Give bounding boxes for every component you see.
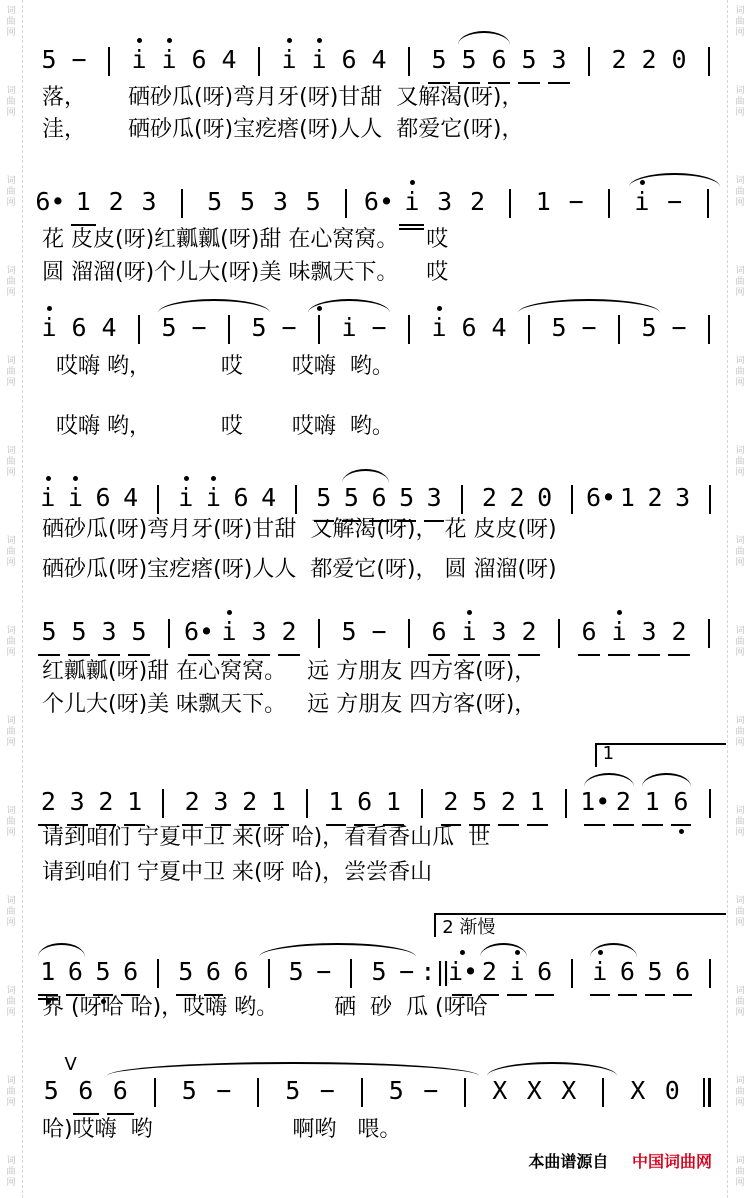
underline-eighth: [68, 654, 90, 656]
note: 2: [443, 787, 459, 816]
note: 5: [41, 45, 57, 74]
watermark-text: 词曲网: [735, 86, 745, 118]
dash-extension: −: [71, 45, 87, 74]
high-octave-dot: [437, 306, 442, 311]
barline: [157, 485, 159, 514]
breath-mark: V: [64, 1054, 77, 1075]
final-barline: [703, 1078, 711, 1107]
underline-eighth: [638, 654, 660, 656]
barline: [318, 315, 320, 344]
note: 5: [71, 617, 87, 646]
note: 6•: [586, 483, 617, 512]
dash-extension: −: [191, 313, 207, 342]
note: 6: [461, 313, 477, 342]
dash-extension: −: [671, 313, 687, 342]
watermark-text: 词曲网: [6, 626, 16, 658]
note: 6: [112, 1076, 128, 1105]
note: 4: [371, 45, 387, 74]
note: 6: [78, 1076, 94, 1105]
note: 2: [481, 957, 497, 986]
note: 6: [491, 45, 507, 74]
note: 3: [251, 617, 267, 646]
barline: [295, 485, 297, 514]
repeat-end-barline: :‖: [420, 957, 451, 986]
watermark-text: 词曲网: [735, 176, 745, 208]
volta-label: 2 渐慢: [442, 917, 496, 938]
note: 5: [95, 957, 111, 986]
note: 5: [207, 187, 223, 216]
watermark-text: 词曲网: [6, 806, 16, 838]
watermark-text: 词曲网: [6, 86, 16, 118]
note: 2: [184, 787, 200, 816]
note: 3: [641, 617, 657, 646]
note: 5: [551, 313, 567, 342]
high-octave-dot: [460, 950, 465, 955]
underline-eighth: [248, 654, 270, 656]
barline: [709, 485, 711, 514]
lyric-line: 硒砂瓜(呀)宝疙瘩(呀)人人 都爱它(呀)， 圆 溜溜(呀): [42, 557, 557, 582]
note: 2: [108, 187, 124, 216]
dash-extension: −: [216, 1076, 232, 1105]
barline: [345, 189, 347, 218]
note: 2: [647, 483, 663, 512]
slur-arc: [584, 773, 634, 787]
note: 1: [535, 187, 551, 216]
note: i: [311, 45, 327, 74]
note: 4: [491, 313, 507, 342]
note: 3: [69, 787, 85, 816]
note: 2: [281, 617, 297, 646]
note: 5: [288, 957, 304, 986]
volta-bracket: [595, 743, 726, 767]
underline-eighth: [428, 654, 450, 656]
underline-eighth: [578, 654, 600, 656]
high-octave-dot: [73, 476, 78, 481]
note: 5: [240, 187, 256, 216]
left-watermark-strip: [0, 0, 23, 1198]
lyric-line: 个儿大(呀)美 味飘天下。 远 方朋友 四方客(呀)，: [42, 692, 537, 717]
watermark-text: 词曲网: [735, 536, 745, 568]
note: 5: [285, 1076, 301, 1105]
watermark-text: 词曲网: [735, 716, 745, 748]
high-octave-dot: [47, 306, 52, 311]
lyric-line: 请到咱们 宁夏中卫 来(呀 哈)，尝尝香山: [42, 860, 433, 885]
barline: [709, 959, 711, 988]
barline: [461, 485, 463, 514]
underline-eighth: [668, 654, 690, 656]
note: 2: [611, 45, 627, 74]
barline: [181, 189, 183, 218]
watermark-text: 词曲网: [735, 806, 745, 838]
note: 3: [551, 45, 567, 74]
lyric-line: 哎嗨 哟， 哎 哎嗨 哟。: [42, 354, 394, 379]
note: 6•: [35, 187, 66, 216]
note: 4: [261, 483, 277, 512]
slur-arc: [259, 943, 417, 957]
note: 3: [437, 187, 453, 216]
lyric-line: 圆 溜溜(呀)个儿大(呀)美 味飘天下。 哎: [42, 260, 449, 285]
note: 1: [385, 787, 401, 816]
high-octave-dot: [617, 610, 622, 615]
note: 2: [509, 483, 525, 512]
dash-extension: −: [281, 313, 297, 342]
site-name: 中国词曲网: [631, 1152, 712, 1171]
note: i: [221, 617, 237, 646]
note: 5: [521, 45, 537, 74]
barline: [509, 189, 511, 218]
note: i: [611, 617, 627, 646]
note: 2: [500, 787, 516, 816]
lyric-line: 哈)哎嗨 哟 啊哟 喂。: [42, 1117, 402, 1142]
note: i: [634, 187, 650, 216]
barline: [421, 789, 423, 818]
note: 5: [316, 483, 332, 512]
lyric-line: 哎嗨 哟， 哎 哎嗨 哟。: [42, 414, 394, 439]
slur-arc: [458, 31, 510, 45]
dash-extension: −: [667, 187, 683, 216]
underline-eighth: [98, 654, 120, 656]
underline-eighth: [518, 654, 540, 656]
barline: [709, 789, 711, 818]
note: i: [592, 957, 608, 986]
note: 2: [242, 787, 258, 816]
note: 6: [619, 957, 635, 986]
barline: [588, 47, 590, 76]
note: 1•: [580, 787, 611, 816]
watermark-text: 词曲网: [6, 536, 16, 568]
jianpu-score: [24, 0, 726, 1198]
note: i: [41, 313, 57, 342]
note: 1: [40, 957, 56, 986]
slur-arc: [308, 299, 390, 313]
note: 1: [644, 787, 660, 816]
note: X: [561, 1076, 577, 1105]
note: 5: [431, 45, 447, 74]
note: 1: [328, 787, 344, 816]
note: 5: [647, 957, 663, 986]
note: 6: [71, 313, 87, 342]
note: 3: [675, 483, 691, 512]
dash-extension: −: [423, 1076, 439, 1105]
note: 3: [101, 617, 117, 646]
lyric-line: 落， 硒砂瓜(呀)弯月牙(呀)甘甜 又解渴(呀)，: [42, 85, 524, 110]
barline: [268, 959, 270, 988]
note: 6: [675, 957, 691, 986]
high-octave-dot: [167, 38, 172, 43]
barline: [258, 47, 260, 76]
note: 1: [127, 787, 143, 816]
note: i: [461, 617, 477, 646]
barline: [154, 1078, 156, 1107]
note: 3: [491, 617, 507, 646]
high-octave-dot: [184, 476, 189, 481]
watermark-text: 词曲网: [735, 1076, 745, 1108]
lyric-line: 花 皮皮(呀)红瓤瓤(呀)甜 在心窝窝。 哎: [42, 227, 449, 252]
note: 6: [357, 787, 373, 816]
lyric-line: 界 (呀哈 哈)，哎嗨 哟。 硒 砂 瓜 (呀哈: [42, 995, 488, 1020]
note: i: [178, 483, 194, 512]
barline: [157, 959, 159, 988]
note: i: [131, 45, 147, 74]
note: 6: [95, 483, 111, 512]
watermark-text: 词曲网: [6, 266, 16, 298]
barline: [707, 189, 709, 218]
watermark-text: 词曲网: [735, 986, 745, 1018]
watermark-text: 词曲网: [735, 896, 745, 928]
note: i: [431, 313, 447, 342]
barline: [571, 485, 573, 514]
note: X: [526, 1076, 542, 1105]
barline: [708, 619, 710, 648]
note: 5: [388, 1076, 404, 1105]
barline: [708, 315, 710, 344]
note: 6: [233, 957, 249, 986]
barline: [108, 47, 110, 76]
note: 2: [470, 187, 486, 216]
note: 1: [619, 483, 635, 512]
barline: [618, 315, 620, 344]
barline: [361, 1078, 363, 1107]
note: 5: [341, 617, 357, 646]
underline-eighth: [188, 654, 210, 656]
slur-arc: [487, 1062, 617, 1076]
dash-extension: −: [568, 187, 584, 216]
underline-eighth: [278, 654, 300, 656]
barline: [464, 1078, 466, 1107]
barline: [408, 619, 410, 648]
note: 4: [101, 313, 117, 342]
note: 5: [371, 957, 387, 986]
note: 5: [461, 45, 477, 74]
watermark-text: 词曲网: [6, 1076, 16, 1108]
barline: [168, 619, 170, 648]
note: 5: [305, 187, 321, 216]
barline: [228, 315, 230, 344]
high-octave-dot: [287, 38, 292, 43]
note: 4: [123, 483, 139, 512]
watermark-text: 词曲网: [735, 356, 745, 388]
barline: [558, 619, 560, 648]
note: 5: [181, 1076, 197, 1105]
barline: [350, 959, 352, 988]
slur-arc: [590, 943, 637, 957]
high-octave-dot: [410, 180, 415, 185]
note: 5: [251, 313, 267, 342]
barline: [408, 47, 410, 76]
note: 6: [67, 957, 83, 986]
watermark-text: 词曲网: [735, 6, 745, 38]
note: 5: [399, 483, 415, 512]
dash-extension: −: [319, 1076, 335, 1105]
barline: [408, 315, 410, 344]
note: i: [341, 313, 357, 342]
watermark-text: 词曲网: [735, 626, 745, 658]
underline-eighth: [458, 654, 480, 656]
dash-extension: −: [316, 957, 332, 986]
high-octave-dot: [46, 476, 51, 481]
note: i: [205, 483, 221, 512]
watermark-text: 词曲网: [6, 446, 16, 478]
lyric-line: 硒砂瓜(呀)弯月牙(呀)甘甜 又解渴(呀)， 花 皮皮(呀): [42, 517, 557, 542]
watermark-text: 词曲网: [6, 6, 16, 38]
note: 6: [371, 483, 387, 512]
note: i•: [448, 957, 479, 986]
note: 6: [123, 957, 139, 986]
dash-extension: −: [371, 617, 387, 646]
dash-extension: −: [581, 313, 597, 342]
note: X: [630, 1076, 646, 1105]
barline: [608, 189, 610, 218]
note: i: [281, 45, 297, 74]
note: i: [404, 187, 420, 216]
note: i: [509, 957, 525, 986]
watermark-text: 词曲网: [6, 896, 16, 928]
barline: [602, 1078, 604, 1107]
note: 2: [615, 787, 631, 816]
note: 2: [671, 617, 687, 646]
note: 1: [270, 787, 286, 816]
source-label: 本曲谱源自: [528, 1152, 609, 1171]
note: 2: [641, 45, 657, 74]
note: 5: [472, 787, 488, 816]
underline-eighth: [38, 654, 60, 656]
note: i: [40, 483, 56, 512]
note: 3: [272, 187, 288, 216]
high-octave-dot: [317, 38, 322, 43]
slur-arc: [518, 299, 660, 313]
note: 2: [98, 787, 114, 816]
note: 6: [581, 617, 597, 646]
underline-eighth: [128, 654, 150, 656]
note: 5: [641, 313, 657, 342]
dash-extension: −: [371, 313, 387, 342]
note: 6: [537, 957, 553, 986]
note: 6: [191, 45, 207, 74]
lyric-line: 请到咱们 宁夏中卫 来(呀 哈)，看看香山瓜 世: [42, 825, 491, 850]
note: 3: [213, 787, 229, 816]
note: i: [67, 483, 83, 512]
note: 6•: [184, 617, 215, 646]
barline: [528, 315, 530, 344]
score-source-footer: [528, 1149, 712, 1172]
note: 6: [673, 787, 689, 816]
barline: [571, 959, 573, 988]
note: 5: [41, 617, 57, 646]
note: 0: [664, 1076, 680, 1105]
note: i: [161, 45, 177, 74]
slur-arc: [158, 299, 270, 313]
slur-arc: [107, 1062, 479, 1076]
note: 5: [178, 957, 194, 986]
note: 1: [75, 187, 91, 216]
underline-eighth: [608, 654, 630, 656]
watermark-text: 词曲网: [6, 1156, 16, 1188]
note: 5: [43, 1076, 59, 1105]
barline: [318, 619, 320, 648]
watermark-text: 词曲网: [6, 716, 16, 748]
note: 3: [141, 187, 157, 216]
note: 2: [481, 483, 497, 512]
note: 6: [233, 483, 249, 512]
barline: [162, 789, 164, 818]
watermark-text: 词曲网: [735, 266, 745, 298]
watermark-text: 词曲网: [6, 356, 16, 388]
lyric-line: 红瓤瓤(呀)甜 在心窝窝。 远 方朋友 四方客(呀)，: [42, 659, 537, 684]
barline: [708, 47, 710, 76]
note: 0: [537, 483, 553, 512]
dash-extension: −: [399, 957, 415, 986]
note: 5: [343, 483, 359, 512]
note: 6: [341, 45, 357, 74]
high-octave-dot: [137, 38, 142, 43]
watermark-text: 词曲网: [735, 1156, 745, 1188]
note: 5: [161, 313, 177, 342]
underline-eighth: [488, 654, 510, 656]
volta-bracket: [434, 913, 726, 937]
note: 6•: [363, 187, 395, 216]
note: 4: [221, 45, 237, 74]
note: 2: [521, 617, 537, 646]
note: 1: [529, 787, 545, 816]
watermark-text: 词曲网: [6, 176, 16, 208]
slur-arc: [480, 943, 527, 957]
note: 6: [205, 957, 221, 986]
slur-arc: [629, 173, 720, 187]
high-octave-dot: [211, 476, 216, 481]
slur-arc: [642, 773, 692, 787]
lyric-line: 洼， 硒砂瓜(呀)宝疙瘩(呀)人人 都爱它(呀)，: [42, 117, 524, 142]
volta-label: 1: [602, 743, 615, 764]
slur-arc: [342, 469, 389, 483]
slur-arc: [38, 943, 85, 957]
note: 2: [40, 787, 56, 816]
note: 0: [671, 45, 687, 74]
high-octave-dot: [227, 610, 232, 615]
watermark-text: 词曲网: [735, 446, 745, 478]
note: X: [492, 1076, 508, 1105]
barline: [257, 1078, 259, 1107]
underline-eighth: [218, 654, 240, 656]
watermark-text: 词曲网: [6, 986, 16, 1018]
note: 6: [431, 617, 447, 646]
note: 3: [426, 483, 442, 512]
barline: [306, 789, 308, 818]
barline: [138, 315, 140, 344]
barline: [565, 789, 567, 818]
high-octave-dot: [467, 610, 472, 615]
note: 5: [131, 617, 147, 646]
